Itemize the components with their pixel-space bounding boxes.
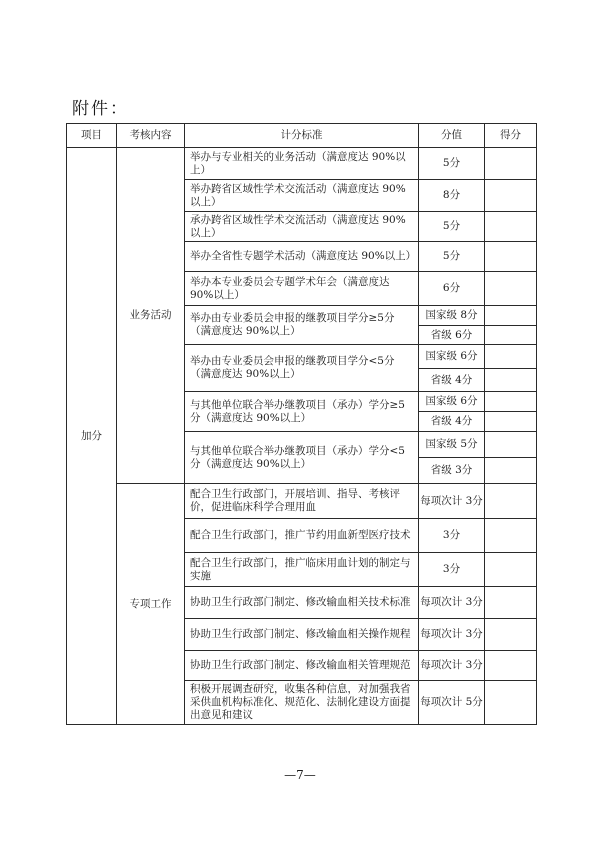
obtained-cell	[485, 587, 537, 619]
col-header-item: 项目	[67, 124, 117, 148]
obtained-cell	[485, 484, 537, 519]
score-cell: 8分	[419, 180, 485, 212]
obtained-cell	[485, 326, 537, 345]
score-cell: 每项次计 3分	[419, 651, 485, 681]
obtained-cell	[485, 180, 537, 212]
col-header-obtained: 得分	[485, 124, 537, 148]
score-cell-provincial: 省级 4分	[419, 369, 485, 392]
standard-cell: 配合卫生行政部门，开展培训、指导、考核评价，促进临床科学合理用血	[185, 484, 419, 519]
standard-cell: 举办全省性专题学术活动（满意度达 90%以上）	[185, 242, 419, 272]
standard-cell: 与其他单位联合举办继教项目（承办）学分<5分（满意度达 90%以上）	[185, 432, 419, 484]
obtained-cell	[485, 651, 537, 681]
score-cell: 每项次计 3分	[419, 587, 485, 619]
score-cell: 5分	[419, 242, 485, 272]
obtained-cell	[485, 412, 537, 432]
score-cell-national: 国家级 5分	[419, 432, 485, 458]
score-cell: 每项次计 5分	[419, 681, 485, 725]
attachment-heading: 附件：	[72, 99, 129, 119]
obtained-cell	[485, 212, 537, 242]
col-header-score: 分值	[419, 124, 485, 148]
standard-cell: 协助卫生行政部门制定、修改输血相关技术标准	[185, 587, 419, 619]
col-header-content: 考核内容	[117, 124, 185, 148]
score-cell: 3分	[419, 553, 485, 587]
standard-cell: 举办与专业相关的业务活动（满意度达 90%以上）	[185, 148, 419, 180]
standard-cell: 承办跨省区域性学术交流活动（满意度达 90%以上）	[185, 212, 419, 242]
standard-cell: 举办跨省区域性学术交流活动（满意度达 90%以上）	[185, 180, 419, 212]
obtained-cell	[485, 553, 537, 587]
score-cell-provincial: 省级 3分	[419, 458, 485, 484]
table-row	[67, 484, 537, 519]
obtained-cell	[485, 148, 537, 180]
obtained-cell	[485, 392, 537, 412]
obtained-cell	[485, 369, 537, 392]
group-business: 业务活动	[117, 148, 185, 484]
score-cell-provincial: 省级 6分	[419, 326, 485, 345]
page-number: —7—	[284, 768, 316, 782]
group-special: 专项工作	[117, 484, 185, 725]
score-cell-national: 国家级 8分	[419, 306, 485, 326]
score-cell-national: 国家级 6分	[419, 345, 485, 369]
obtained-cell	[485, 242, 537, 272]
obtained-cell	[485, 519, 537, 553]
standard-cell: 举办由专业委员会申报的继教项目学分≥5分（满意度达 90%以上）	[185, 306, 419, 345]
score-cell: 6分	[419, 272, 485, 306]
scoring-table	[66, 123, 537, 725]
col-header-standard: 计分标准	[185, 124, 419, 148]
standard-cell: 举办本专业委员会专题学术年会（满意度达 90%以上）	[185, 272, 419, 306]
standard-cell: 协助卫生行政部门制定、修改输血相关管理规范	[185, 651, 419, 681]
category-cell: 加分	[67, 148, 117, 725]
standard-cell: 配合卫生行政部门，推广节约用血新型医疗技术	[185, 519, 419, 553]
obtained-cell	[485, 272, 537, 306]
standard-cell: 与其他单位联合举办继教项目（承办）学分≥5分（满意度达 90%以上）	[185, 392, 419, 432]
score-cell-provincial: 省级 4分	[419, 412, 485, 432]
score-cell: 每项次计 3分	[419, 484, 485, 519]
standard-cell: 举办由专业委员会申报的继教项目学分<5分（满意度达 90%以上）	[185, 345, 419, 392]
score-cell: 5分	[419, 212, 485, 242]
standard-cell: 协助卫生行政部门制定、修改输血相关操作规程	[185, 619, 419, 651]
table-row	[67, 148, 537, 180]
obtained-cell	[485, 432, 537, 458]
obtained-cell	[485, 345, 537, 369]
table-header-row	[67, 124, 537, 148]
standard-cell: 积极开展调查研究，收集各种信息，对加强我省采供血机构标准化、规范化、法制化建设方面提出意见和建议	[185, 681, 419, 725]
score-cell: 每项次计 3分	[419, 619, 485, 651]
obtained-cell	[485, 681, 537, 725]
obtained-cell	[485, 458, 537, 484]
score-cell: 3分	[419, 519, 485, 553]
score-cell-national: 国家级 6分	[419, 392, 485, 412]
obtained-cell	[485, 619, 537, 651]
score-cell: 5分	[419, 148, 485, 180]
obtained-cell	[485, 306, 537, 326]
standard-cell: 配合卫生行政部门，推广临床用血计划的制定与实施	[185, 553, 419, 587]
